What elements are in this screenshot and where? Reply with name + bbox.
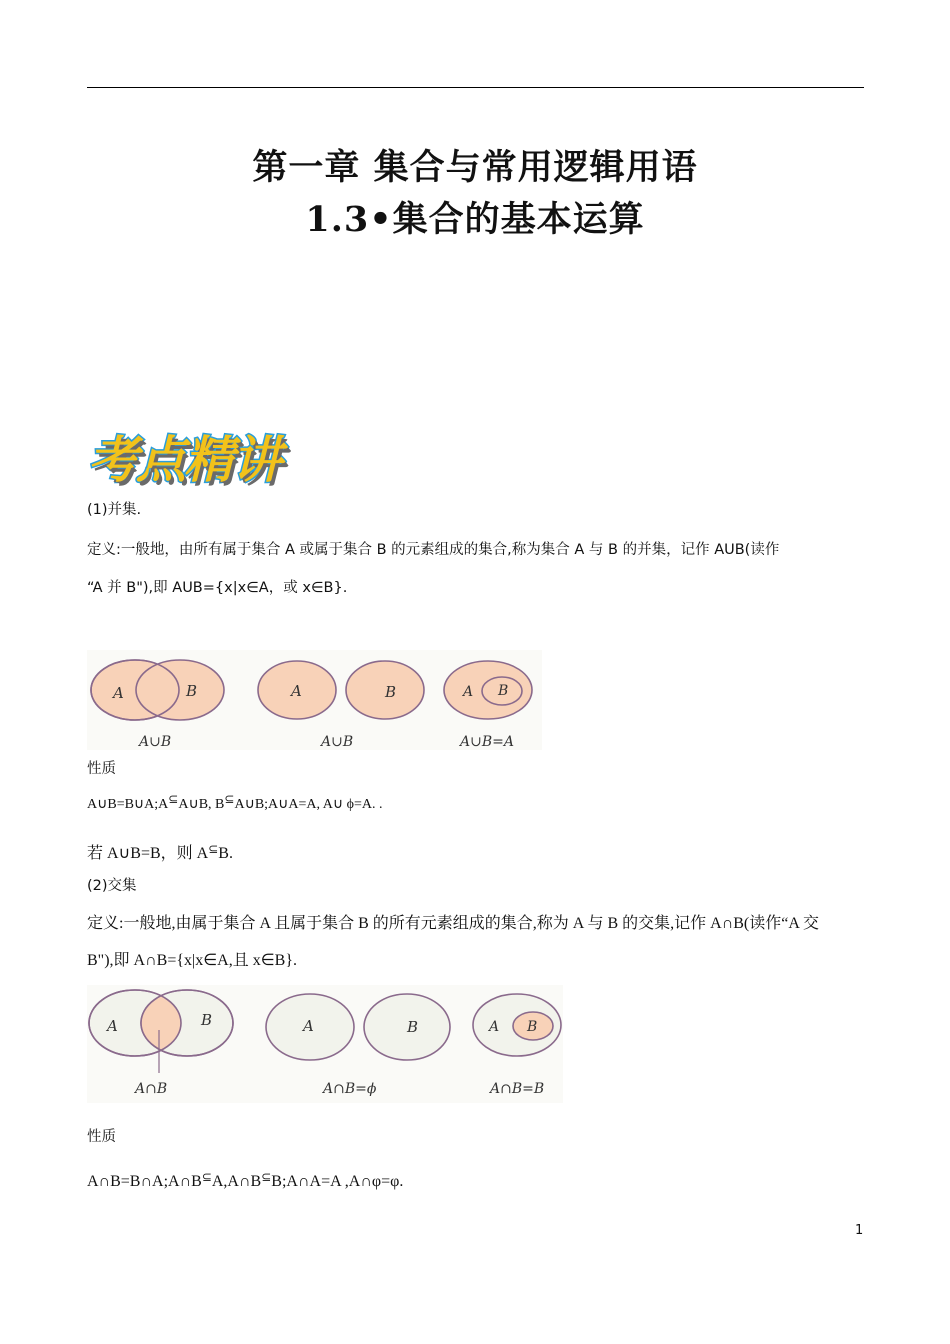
key-points-badge: 考点精讲 xyxy=(88,431,280,489)
union-caption-3: A∪B=A xyxy=(460,734,514,750)
intersection-properties: A∩B=B∩A;A∩B⊆A,A∩B⊆B;A∩A=A ,A∩φ=φ. xyxy=(87,1170,404,1190)
header-rule xyxy=(87,87,864,88)
label-b: B xyxy=(527,1019,538,1035)
label-a: A xyxy=(303,1017,314,1035)
label-a: A xyxy=(107,1017,118,1035)
chapter-title: 第一章 集合与常用逻辑用语 xyxy=(252,147,698,188)
label-a: A xyxy=(463,684,474,700)
label-a: A xyxy=(291,682,302,700)
union-heading: (1)并集. xyxy=(87,502,142,518)
section-title: 1.3•集合的基本运算 xyxy=(305,199,645,240)
intersection-definition-line1: 定义:一般地,由属于集合 A 且属于集合 B 的所有元素组成的集合,称为 A 与 B 的交集,记作 A∩B(读作“A 交 xyxy=(87,915,820,932)
union-definition-line1: 定义:一般地，由所有属于集合 A 或属于集合 B 的元素组成的集合,称为集合 A 与 B 的并集，记作 AUB(读作 xyxy=(87,542,780,558)
intersection-property-heading: 性质 xyxy=(87,1129,116,1145)
label-b: B xyxy=(385,683,397,701)
label-a: A xyxy=(489,1019,500,1035)
intersection-heading: (2)交集 xyxy=(87,878,137,894)
label-b: B xyxy=(186,682,198,700)
union-definition-line2: “A 并 B"),即 AUB={x|x∈A，或 x∈B}. xyxy=(87,580,348,596)
label-b: B xyxy=(407,1018,419,1036)
intersection-caption-2: A∩B=ϕ xyxy=(323,1081,377,1097)
union-properties: A∪B=B∪A;A⊆A∪B, B⊆A∪B;A∪A=A, A∪ ϕ=A. . xyxy=(87,792,383,812)
label-b: B xyxy=(498,683,509,699)
label-b: B xyxy=(201,1011,213,1029)
intersection-caption-1: A∩B xyxy=(135,1081,168,1097)
intersection-caption-3: A∩B=B xyxy=(490,1081,545,1097)
union-caption-1: A∪B xyxy=(139,734,172,750)
label-a: A xyxy=(113,684,124,702)
union-caption-2: A∪B xyxy=(321,734,354,750)
intersection-venn-diagram xyxy=(87,985,567,1103)
union-circle-b-1 xyxy=(136,660,224,720)
union-property-heading: 性质 xyxy=(87,761,116,777)
page-number: 1 xyxy=(855,1223,864,1238)
intersection-definition-line2: B"),即 A∩B={x|x∈A,且 x∈B}. xyxy=(87,952,298,969)
union-corollary: 若 A∪B=B，则 A⊆B. xyxy=(87,842,233,862)
union-venn-diagram xyxy=(87,650,547,750)
